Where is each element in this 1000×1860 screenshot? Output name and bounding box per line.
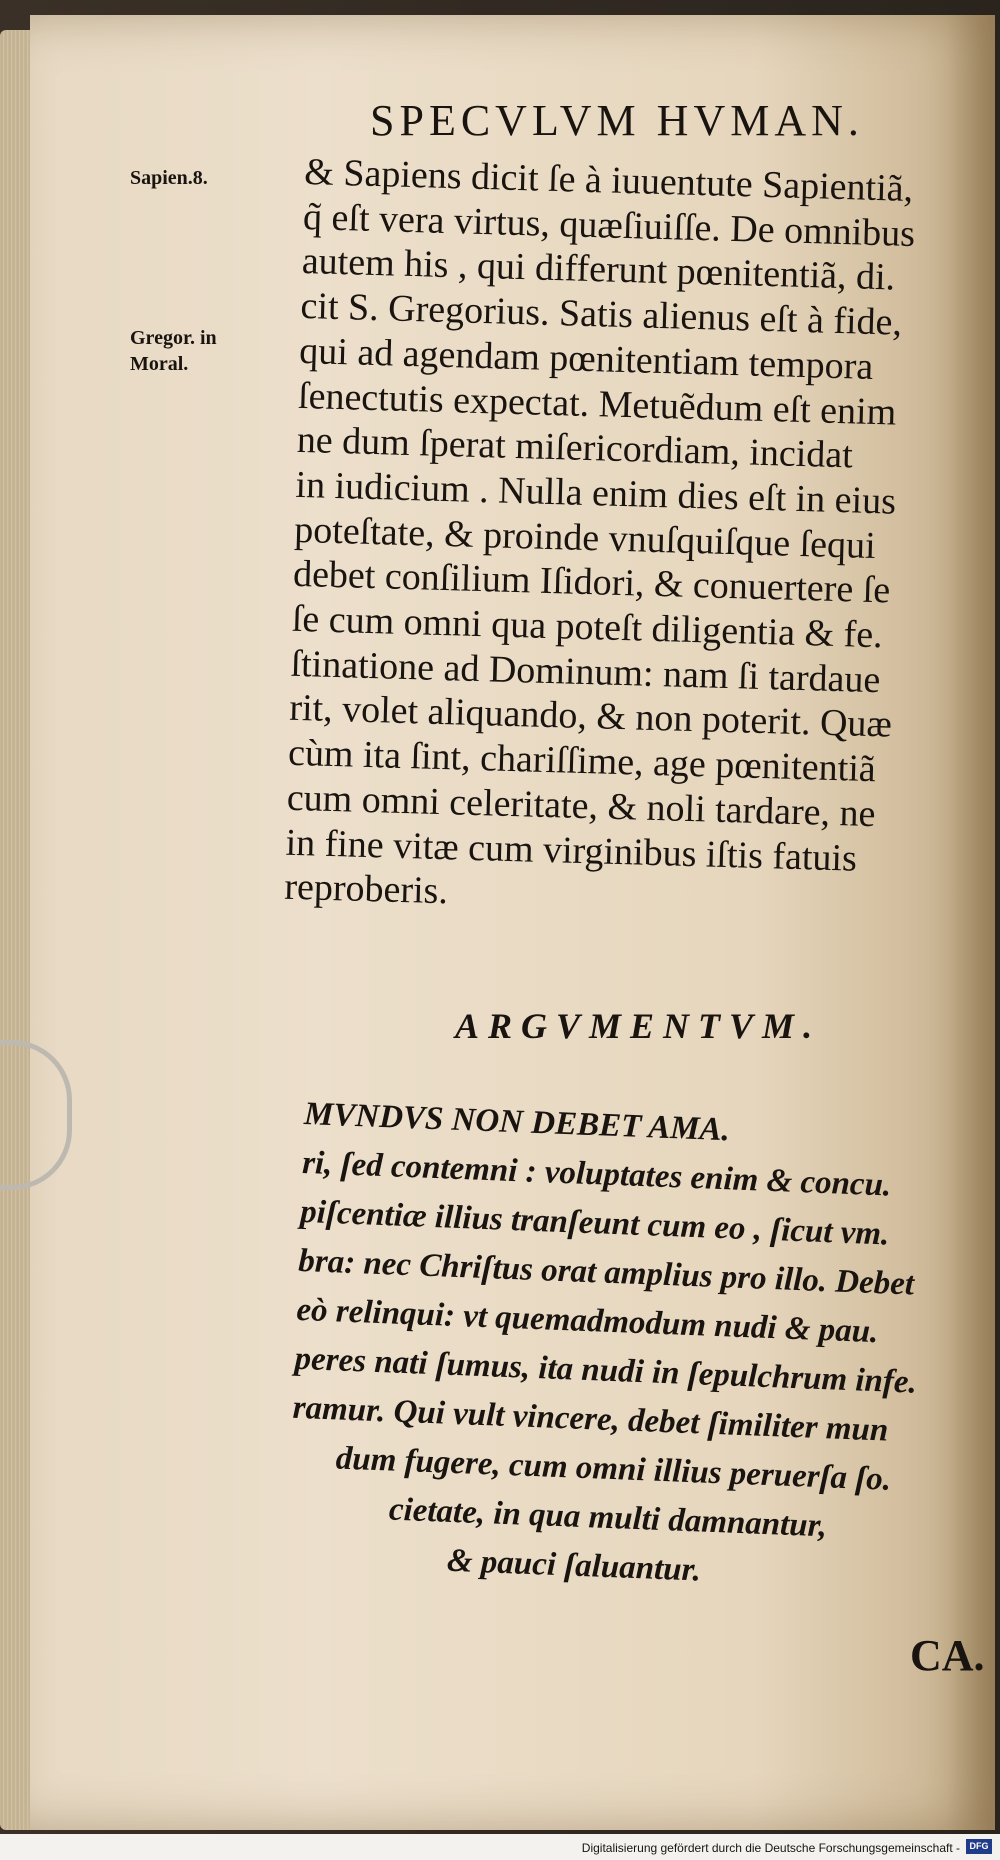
argument-line: MVNDVS NON DEBET AMA. [303,1095,731,1149]
argument-line: piſcentiæ illius tranſeunt cum eo , ſicut vm. [299,1193,891,1253]
dfg-logo: DFG [966,1839,992,1854]
argument-line: & pauci ſaluantur. [446,1542,702,1589]
catchword: CA. [910,1631,985,1680]
body-line: debet conſilium Iſidori, & conuertere ſe [292,553,891,612]
body-line: & Sapiens dicit ſe à iuuentute Sapientiã, [303,150,914,210]
body-text [284,150,965,928]
body-line: q̃ eſt vera virtus, quæſiuiſſe. De omnibus [302,195,916,255]
body-line: autem his , qui differunt pœnitentiã, di. [301,240,896,299]
body-line: ſtinatione ad Dominum: nam ſi tardaue [290,642,881,701]
running-head: SPECVLVM HVMAN. [370,96,864,145]
argument-line: eò relinqui: vt quemadmodum nudi & pau. [295,1291,879,1351]
body-line: ſe cum omni qua poteſt diligentia & fe. [291,597,884,657]
argument-line: peres nati ſumus, ita nudi in ſepulchrum infe. [293,1340,918,1401]
body-line: cum omni celeritate, & noli tardare, ne [286,776,877,836]
body-line: cùm ita ſint, chariſſime, age pœnitentiã [287,731,877,791]
body-line: in fine vitæ cum virginibus iſtis fatuis [285,821,858,880]
digitization-footer [0,1834,1000,1860]
argument-line: dum fugere, cum omni illius peruerſa ſo. [335,1440,892,1498]
argument-title: ARGVMENTVM. [455,1006,822,1046]
argument-text [286,1090,984,1606]
body-line: cit S. Gregorius. Satis alienus eſt à fide, [300,285,903,344]
body-line: ne dum ſperat miſericordiam, incidat [296,419,854,477]
footer-credit: Digitalisierung gefördert durch die Deutsche Forschungsgemeinschaft - [581,1841,960,1855]
body-line: poteſtate, & proinde vnuſquiſque ſequi [293,508,877,567]
body-line: qui ad agendam pœnitentiam tempora [298,329,874,388]
body-line: reproberis. [283,865,449,913]
argument-line: bra: nec Chriſtus orat amplius pro illo. Debet [297,1242,915,1303]
margin-note-sapientia: Sapien.8. [130,167,208,189]
body-line: ſenectutis expectat. Metuẽdum eſt enim [297,374,897,434]
argument-line: ri, ſed contemni : voluptates enim & concu. [301,1144,892,1204]
body-line: in iudicium . Nulla enim dies eſt in eius [295,463,897,523]
argument-line: ramur. Qui vult vincere, debet ſimiliter mun [292,1389,889,1449]
body-line: rit, volet aliquando, & non poterit. Quæ [288,687,893,747]
margin-note-gregorius: Gregor. in Moral. [130,327,217,375]
argument-line: cietate, in qua multi damnantur, [388,1491,828,1545]
